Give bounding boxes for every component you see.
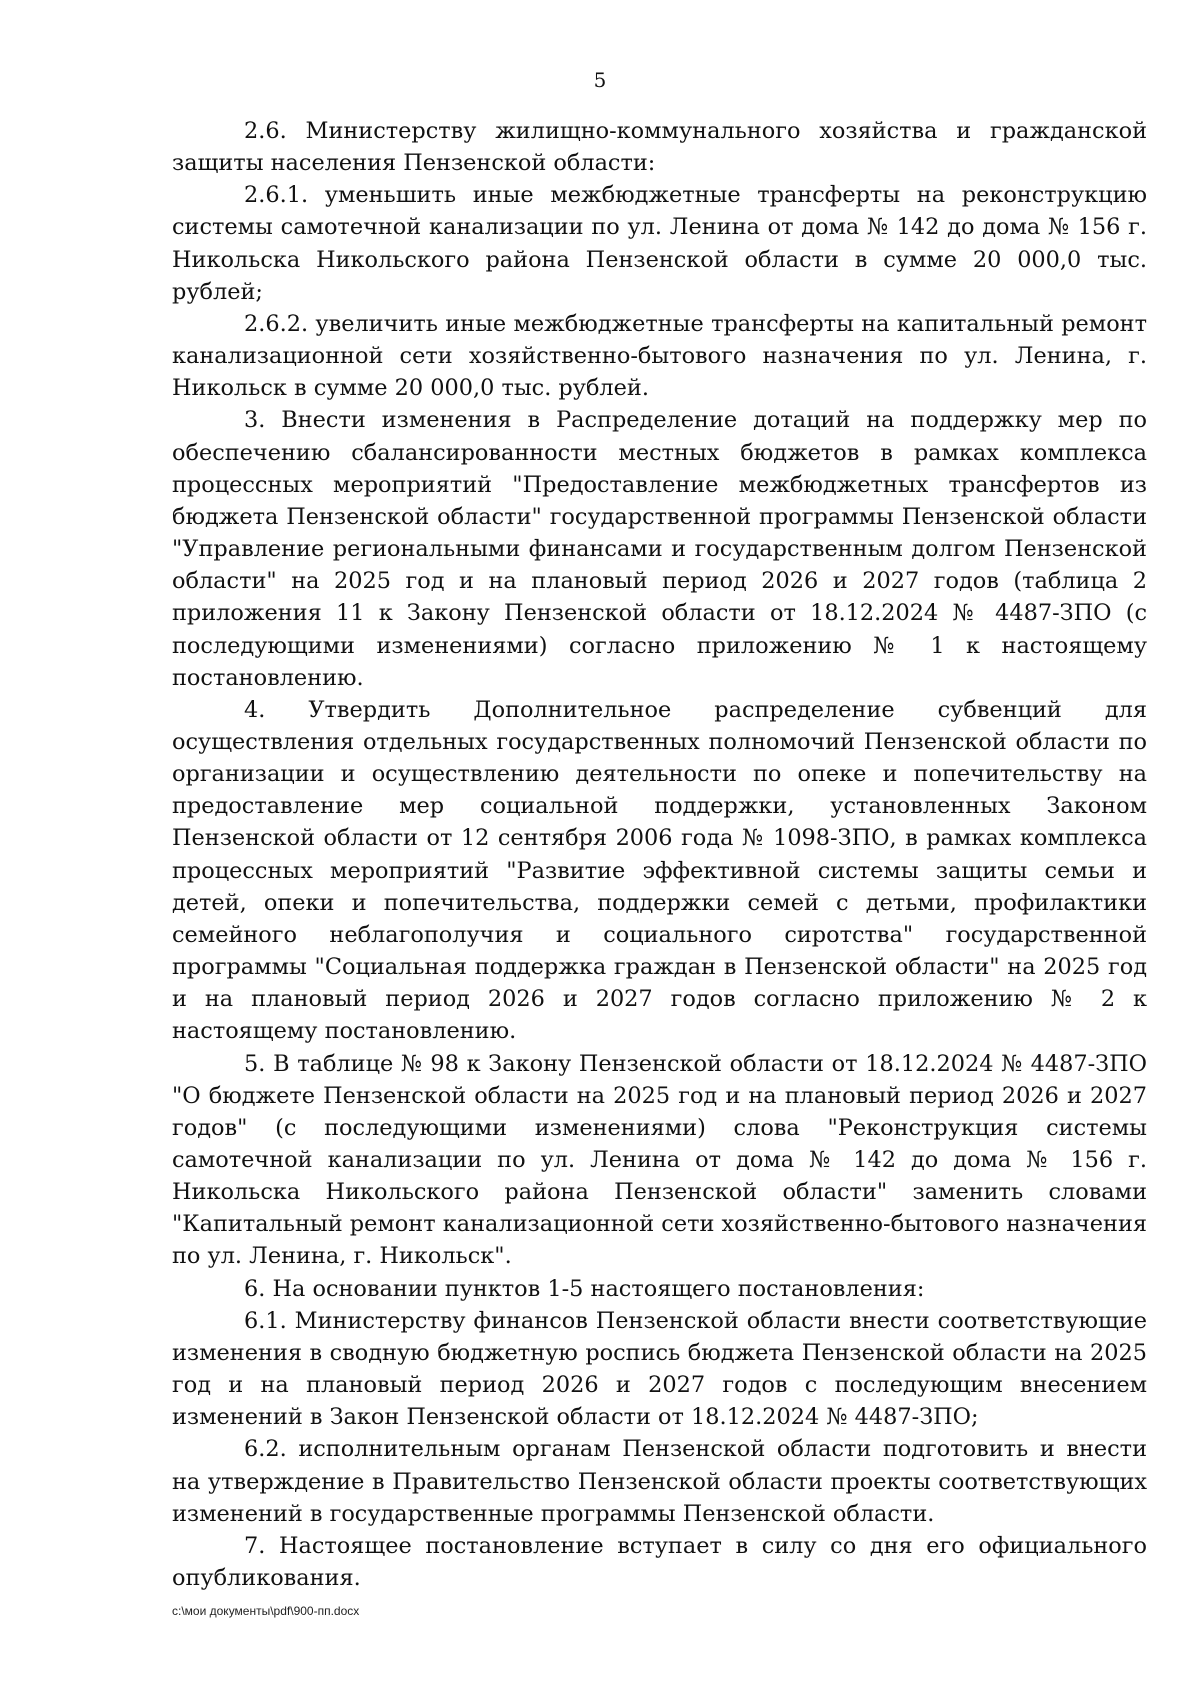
- paragraph-2-6-1: 2.6.1. уменьшить иные межбюджетные трансферты на реконструкцию системы самотечной канализации по ул. Ленина от дома № 142 до дома № 156 г. Никольска Никольского района Пензенской области в сумме 20 000,0 тыс. рублей;: [172, 182, 1147, 305]
- paragraph-2-6: 2.6. Министерству жилищно-коммунального хозяйства и гражданской защиты населения Пензенской области:: [172, 118, 1147, 177]
- paragraph-6-1: 6.1. Министерству финансов Пензенской области внести соответствующие изменения в сводную бюджетную роспись бюджета Пензенской области на 2025 год и на плановый период 2026 и 2027 годов с последующим внесением изменений в Закон Пензенской области от 18.12.2024 № 4487-ЗПО;: [172, 1307, 1147, 1431]
- paragraph-6-2: 6.2. исполнительным органам Пензенской области подготовить и внести на утверждение в Правительство Пензенской области проекты соответствующих изменений в государственные программы Пензенской области.: [172, 1436, 1147, 1527]
- paragraph-5: 5. В таблице № 98 к Закону Пензенской области от 18.12.2024 № 4487-ЗПО "О бюджете Пензенской области на 2025 год и на плановый период 2026 и 2027 годов" (с последующими изменениями) слова "Реконструкция системы самотечной канализации по ул. Ленина от дома № 142 до дома № 156 г. Никольска Никольского района Пензенской области" заменить словами "Капитальный ремонт канализационной сети хозяйственно-бытового назначения по ул. Ленина, г. Никольск".: [172, 1050, 1147, 1270]
- document-body: [172, 115, 1147, 1594]
- paragraph-6: 6. На основании пунктов 1-5 настоящего постановления:: [244, 1275, 925, 1302]
- paragraph-2-6-2: 2.6.2. увеличить иные межбюджетные трансферты на капитальный ремонт канализационной сети хозяйственно-бытового назначения по ул. Ленина, г. Никольск в сумме 20 000,0 тыс. рублей.: [172, 310, 1147, 402]
- page-number: 5: [593, 68, 607, 92]
- paragraph-4: 4. Утвердить Дополнительное распределение субвенций для осуществления отдельных государственных полномочий Пензенской области по организации и осуществлению деятельности по опеке и попечительству на предоставление мер социальной поддержки, установленных Законом Пензенской области от 12 сентября 2006 года № 1098-ЗПО, в рамках комплекса процессных мероприятий "Развитие эффективной системы защиты семьи и детей, опеки и попечительства, поддержки семей с детьми, профилактики семейного неблагополучия и социального сиротства" государственной программы "Социальная поддержка граждан в Пензенской области" на 2025 год и на плановый период 2026 и 2027 годов согласно приложению № 2 к настоящему постановлению.: [172, 696, 1147, 1045]
- paragraph-3: 3. Внести изменения в Распределение дотаций на поддержку мер по обеспечению сбалансированности местных бюджетов в рамках комплекса процессных мероприятий "Предоставление межбюджетных трансфертов из бюджета Пензенской области" государственной программы Пензенской области "Управление региональными финансами и государственным долгом Пензенской области" на 2025 год и на плановый период 2026 и 2027 годов (таблица 2 приложения 11 к Закону Пензенской области от 18.12.2024 № 4487-ЗПО (с последующими изменениями) согласно приложению № 1 к настоящему постановлению.: [172, 407, 1147, 691]
- footer-file-path: c:\мои документы\pdf\900-пп.docx: [172, 1604, 360, 1618]
- paragraph-7: 7. Настоящее постановление вступает в силу со дня его официального опубликования.: [172, 1532, 1147, 1592]
